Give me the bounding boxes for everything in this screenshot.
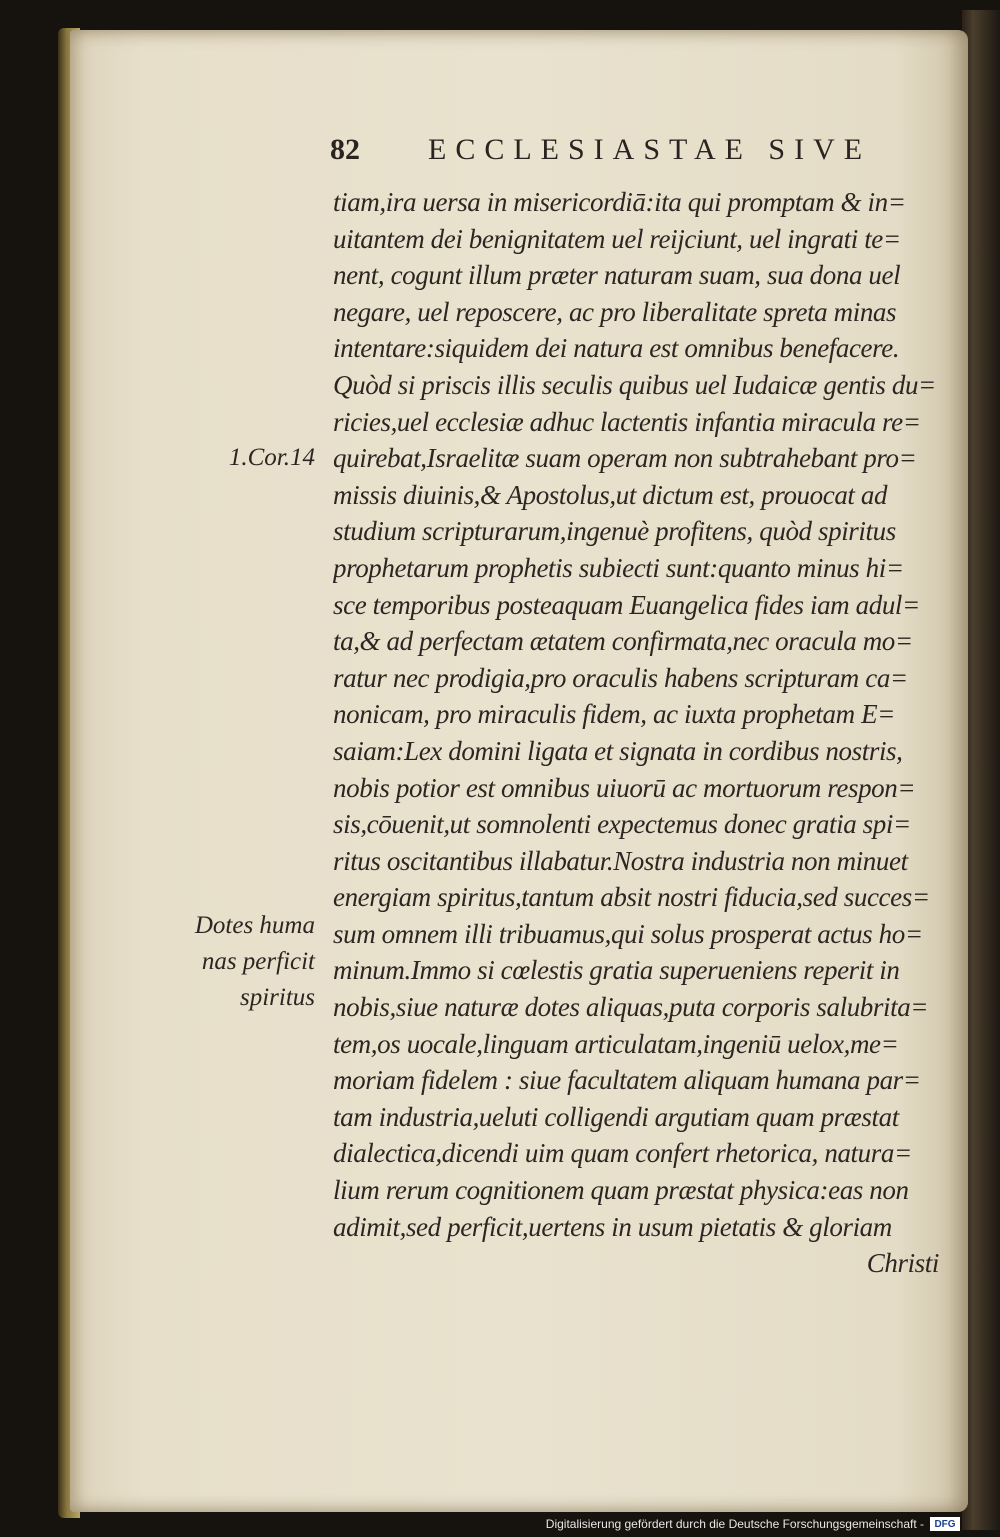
digitization-footer [546,1513,960,1535]
marginal-note-line: Dotes huma [194,912,315,939]
text-line: uitantem dei benignitatem uel reijciunt, uel ingrati te= [333,223,901,254]
text-line: lium rerum cognitionem quam præstat physica:eas non [333,1175,909,1206]
text-line: missis diuinis,& Apostolus,ut dictum est, prouocat ad [333,479,888,510]
text-line: minum.Immo si cœlestis gratia superueniens reperit in [333,955,900,986]
text-line: nobis,siue naturæ dotes aliquas,puta corporis salubrita= [333,992,929,1023]
text-line: studium scripturarum,ingenuè profitens, quòd spiritus [333,516,896,547]
footer-credit: Digitalisierung gefördert durch die Deutsche Forschungsgemeinschaft - [545,1517,924,1531]
running-head [330,133,950,173]
text-line: dialectica,dicendi uim quam confert rhetorica, natura= [333,1138,912,1169]
text-line: ta,& ad perfectam ætatem confirmata,nec oracula mo= [333,626,913,657]
text-line: quirebat,Israelitæ suam operam non subtrahebant pro= [333,443,917,474]
text-line: moriam fidelem : siue facultatem aliquam humana par= [333,1065,921,1096]
text-line: tiam,ira uersa in misericordiā:ita qui promptam & in= [333,187,906,217]
text-line: ricies,uel ecclesiæ adhuc lactentis infantia miracula re= [333,406,921,437]
marginal-note-line: spiritus [239,984,315,1011]
text-line: ritus oscitantibus illabatur.Nostra industria non minuet [333,845,908,876]
marginal-note-line: nas perficit [201,948,315,975]
text-line: negare, uel reposcere, ac pro liberalitate spreta minas [333,296,897,327]
text-line: sum omnem illi tribuamus,qui solus prosperat actus ho= [333,918,923,949]
text-line: tem,os uocale,linguam articulatam,ingeniū uelox,me= [333,1028,899,1059]
text-line: energiam spiritus,tantum absit nostri fiducia,sed succes= [333,882,930,913]
text-line: nobis potior est omnibus uiuorū ac mortuorum respon= [333,772,916,803]
text-line: saiam:Lex domini ligata et signata in cordibus nostris, [333,735,903,766]
text-line: sis,cōuenit,ut somnolenti expectemus donec gratia spi= [333,809,911,840]
text-line: adimit,sed perficit,uertens in usum pietatis & gloriam [333,1211,892,1242]
text-line: nonicam, pro miraculis fidem, ac iuxta prophetam E= [333,699,895,730]
text-line: ratur nec prodigia,pro oraculis habens scripturam ca= [333,662,908,693]
catchword: Christi [866,1248,939,1279]
text-line: intentare:siquidem dei natura est omnibus benefacere. [333,333,900,364]
page-number: 82 [330,133,360,166]
dfg-logo-icon: DFG [930,1517,960,1531]
body-text [333,184,953,1282]
text-line: prophetarum prophetis subiecti sunt:quanto minus hi= [333,552,904,583]
running-title: ECCLESIASTAE SIVE [428,133,872,166]
text-line: sce temporibus posteaquam Euangelica fides iam adul= [333,589,920,620]
marginal-reference: 1.Cor.14 [228,444,315,471]
text-line: tam industria,ueluti colligendi argutiam quam præstat [333,1101,899,1132]
text-line: Quòd si priscis illis seculis quibus uel Iudaicæ gentis du= [333,369,936,400]
text-line: nent, cogunt illum præter naturam suam, sua dona uel [333,260,901,291]
